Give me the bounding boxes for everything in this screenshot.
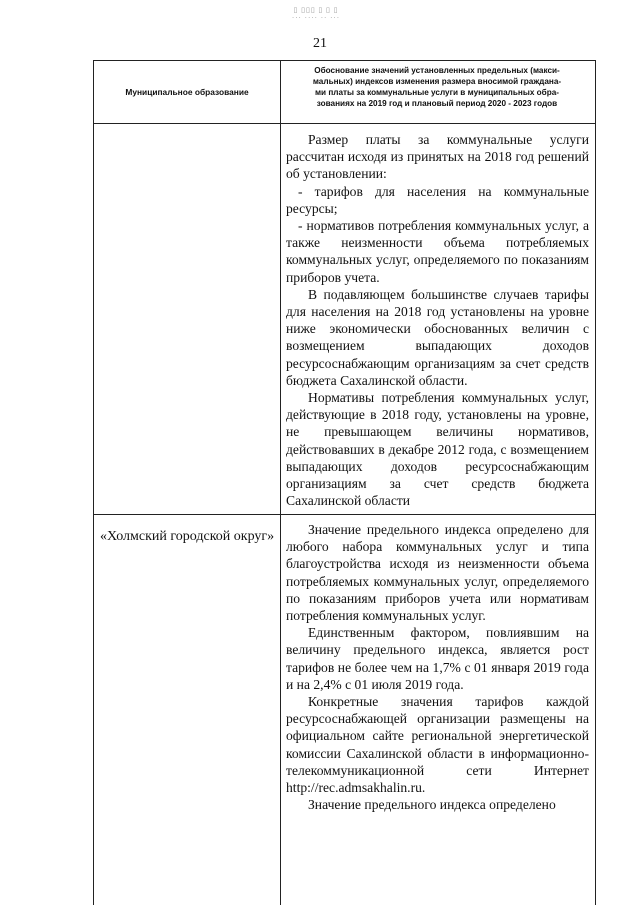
faint-stamp-mark: ▯ ▯▯▯ ▯ ▯ ▯ ··· ···· ·· ···: [291, 6, 341, 22]
paragraph: Единственным фактором, повлиявшим на величину предельного индекса, является рост тарифов не более чем на 1,7% с 01 января 2019 года и на 2,4% с 01 июля 2019 года.: [286, 625, 589, 692]
list-item: - тарифов для населения на коммунальные ресурсы;: [286, 183, 589, 216]
column-divider: [280, 61, 281, 905]
row2-justification: [286, 521, 589, 813]
paragraph: Нормативы потребления коммунальных услуг, действующие в 2018 году, установлены на уровне, не превышающем величины нормативов, действовавших в декабре 2012 года, с возмещением выпадающих доходов ресурсоснабжающим организациям за счет средств бюджета Сахалинской области: [286, 390, 589, 509]
header-line: зованиях на 2019 год и плановый период 2020 - 2023 годов: [316, 99, 558, 108]
header-line: Обоснование значений установленных предельных (макси-: [314, 66, 560, 75]
paragraph: Размер платы за коммунальные услуги рассчитан исходя из принятых на 2018 год решений об установлении:: [286, 132, 589, 182]
header-row-divider: [94, 123, 595, 124]
row1-justification: [286, 131, 589, 509]
row-divider: [94, 514, 595, 515]
page-number: 21: [313, 36, 327, 51]
header-municipality: Муниципальное образование: [125, 87, 249, 97]
header-line: ми платы за коммунальные услуги в муниципальных обра-: [314, 88, 560, 97]
list-item: - нормативов потребления коммунальных услуг, а также неизменности объема потребляемых коммунальных услуг, определяемого по показаниям приборов учета.: [286, 218, 589, 285]
paragraph: Значение предельного индекса определено для любого набора коммунальных услуг и типа благоустройства исходя из неизменности объема потребляемых коммунальных услуг, определяемого по показаниям приборов учета или нормативам потребления коммунальных услуг.: [286, 522, 589, 624]
header-justification: [281, 65, 593, 109]
paragraph: Конкретные значения тарифов каждой ресурсоснабжающей организации размещены на официальном сайте региональной энергетической комиссии Сахалинской области в информационно-телекоммуникационной сети Интернет http://rec.admsakhalin.ru.: [286, 694, 589, 796]
paragraph: В подавляющем большинстве случаев тарифы для населения на 2018 год установлены на уровне ниже экономически обоснованных величин с возмещением выпадающих доходов ресурсоснабжающим организациям за счет средств бюджета Сахалинской области.: [286, 286, 589, 388]
municipality-name: «Холмский городской округ»: [100, 529, 275, 544]
justification-table: [93, 60, 596, 905]
header-line: мальных) индексов изменения размера вносимой граждана-: [312, 77, 562, 86]
paragraph: Значение предельного индекса определено: [308, 797, 556, 813]
